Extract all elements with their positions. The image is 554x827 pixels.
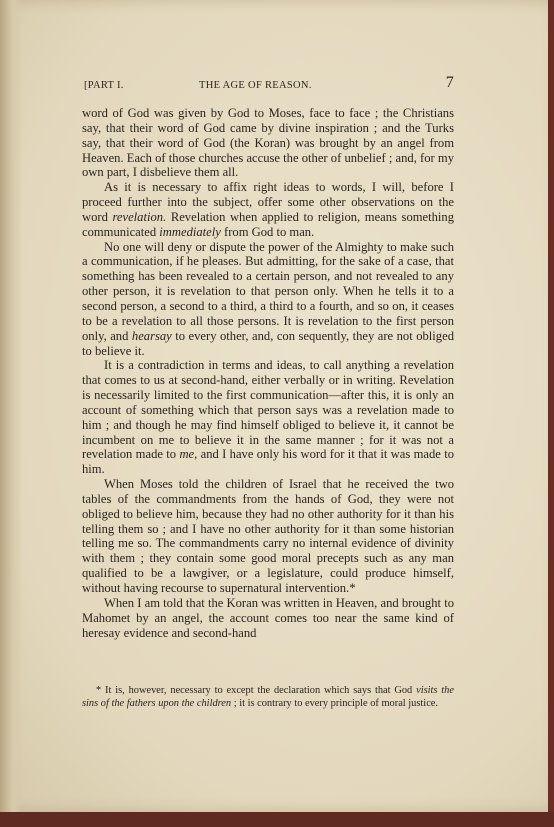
footnote-emphasis: visits the sins of the fathers upon the children bbox=[82, 685, 454, 709]
footnote-text bbox=[82, 685, 454, 711]
page-number: 7 bbox=[445, 74, 454, 91]
header-part: [PART I. bbox=[84, 80, 124, 91]
paragraph-4 bbox=[82, 358, 454, 477]
paragraph-2-emphasis-2: immediately bbox=[159, 224, 221, 239]
paragraph-4-text-a: It is a contradiction in terms and ideas, to call anything a revelation that comes to us at second-hand, either verbally or in writing. Revelation is necessarily limited to the first communication—after this, it is only an account of something which that person says was a revelation made to him ; and though he may find himself obliged to believe it, it cannot be incumbent on me to believe it in the same manner ; for it was not a revelation made to bbox=[82, 358, 454, 462]
paragraph-3-text-b: to every other, and, con sequently, they are not obliged to believe it. bbox=[82, 328, 454, 358]
book-cover-edge-right bbox=[548, 0, 554, 827]
paragraph-3 bbox=[82, 240, 454, 359]
paragraph-2-text-b: Revelation when applied to religion, means something communicated bbox=[82, 209, 455, 239]
paragraph-2-text-a: As it is necessary to affix right ideas to words, I will, before I proceed further into the subject, offer some other observations on the word bbox=[82, 180, 454, 224]
book-cover-edge-bottom bbox=[0, 812, 554, 827]
paragraph-2-text-c: from God to man. bbox=[220, 224, 315, 239]
paragraph-5: When Moses told the children of Israel that he received the two tables of the commandments from the hands of God, they were not obliged to believe him, because they had no other authority for it than his telling them so ; and I have no other authority for it than some historian telling me so. The commandments carry no internal evidence of divinity with them ; they contain some good moral precepts such as any man qualified to be a lawgiver, or a legislature, could produce himself, without having recourse to supernatural intervention.* bbox=[82, 477, 454, 595]
paragraph-4-emphasis: me, bbox=[179, 447, 198, 462]
footnote-text-b: ; it is contrary to every principle of moral justice. bbox=[231, 697, 439, 709]
paragraph-1: word of God was given by God to Moses, face to face ; the Christians say, that their word of God came by divine inspiration ; and the Turks say, that their word of God (the Koran) was brought by an angel from Heaven. Each of those churches accuse the other of unbelief ; and, for my own part, I disbelieve them all. bbox=[82, 106, 454, 180]
page-gutter-shadow bbox=[0, 0, 22, 812]
header-title: THE AGE OF REASON. bbox=[199, 80, 312, 91]
paragraph-3-emphasis: hearsay bbox=[131, 328, 172, 343]
paragraph-6: When I am told that the Koran was written in Heaven, and brought to Mahomet by an angel, the account comes too near the same kind of heresay evidence and second-hand bbox=[82, 595, 454, 640]
paragraph-2 bbox=[82, 180, 454, 239]
paragraph-2-emphasis-1: revelation. bbox=[112, 209, 167, 224]
paragraph-4-text-b: and I have only his word for it that it was made to him. bbox=[82, 447, 454, 477]
body-text bbox=[82, 106, 454, 640]
running-header bbox=[84, 76, 456, 96]
footnote bbox=[82, 685, 454, 711]
footnote-text-a: * It is, however, necessary to except the declaration which says that God bbox=[96, 685, 417, 696]
paragraph-3-text-a: No one will deny or dispute the power of the Almighty to make such a communication, if he pleases. But admitting, for the sake of a case, that something has been revealed to a certain person, and not revealed to any other person, it is revelation to that person only. When he tells it to a second person, a second to a third, a third to a fourth, and so on, it ceases to be a revelation to all those persons. It is revelation to the first person only, and bbox=[82, 239, 454, 343]
